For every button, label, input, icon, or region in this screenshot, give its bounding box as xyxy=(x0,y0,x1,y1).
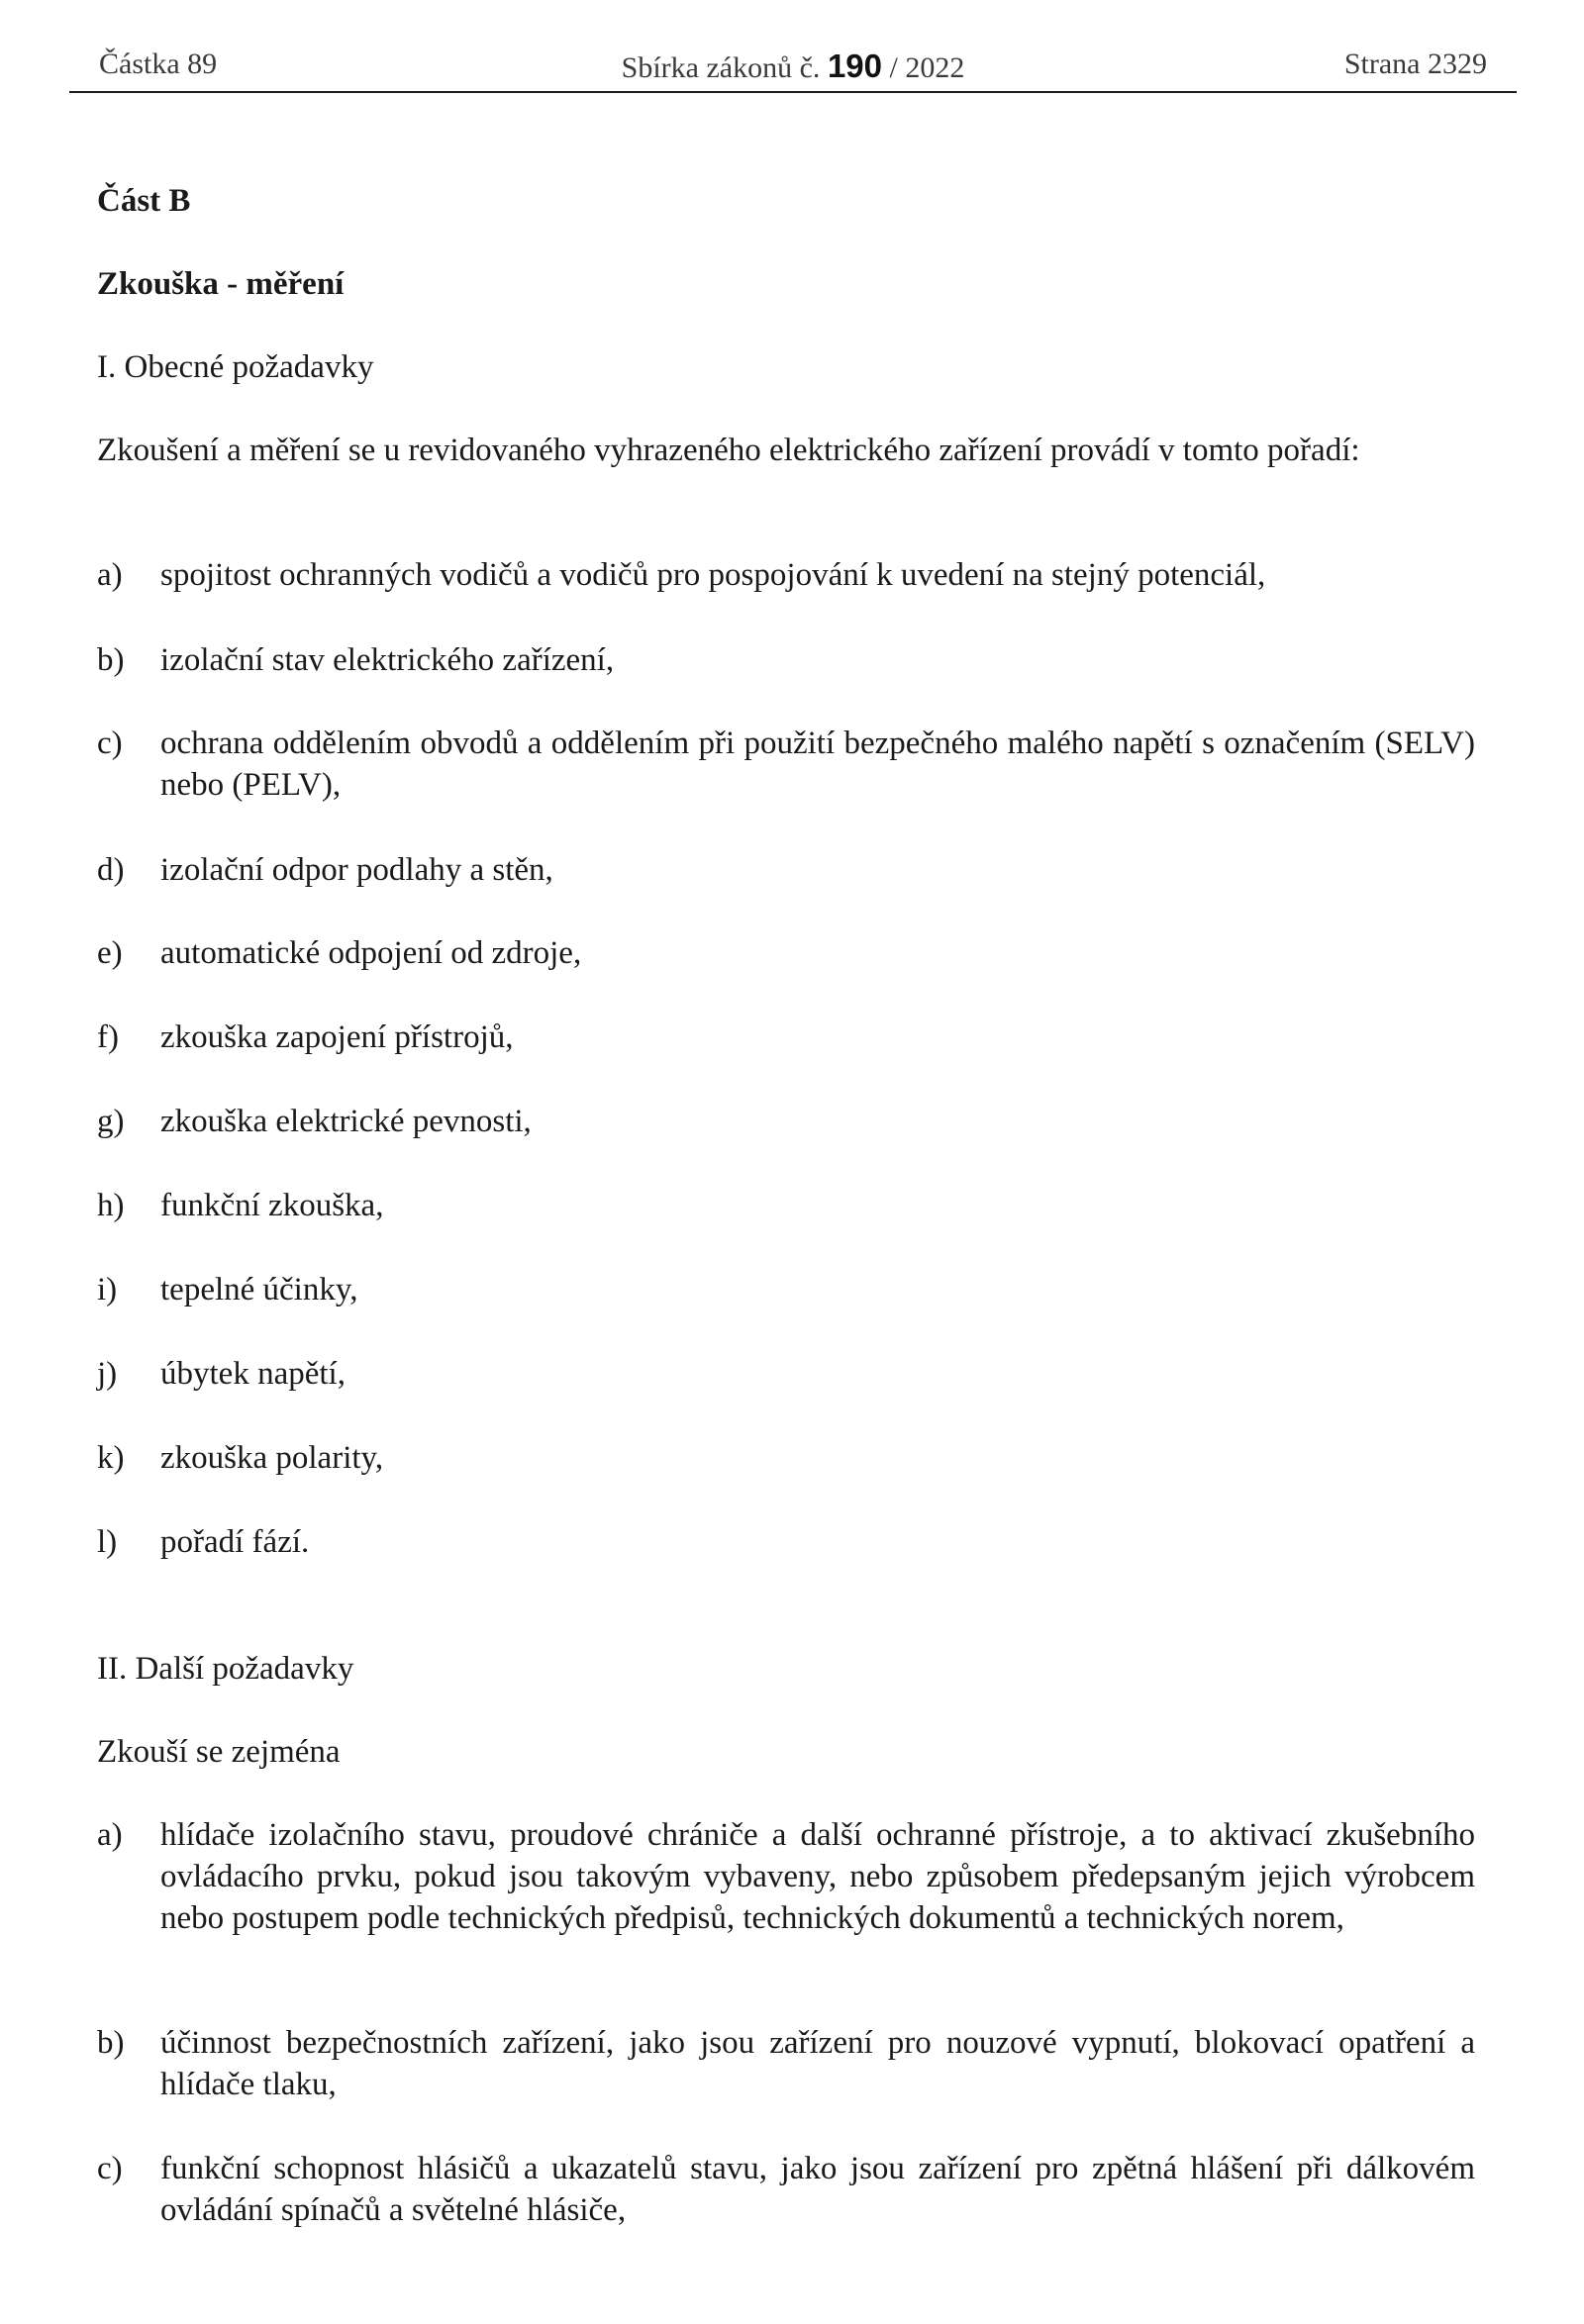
list-item xyxy=(97,2022,1475,2105)
chapter1-heading: I. Obecné požadavky xyxy=(97,349,374,385)
header-page-number: Strana 2329 xyxy=(1343,48,1487,80)
list-item-text: zkouška polarity, xyxy=(160,1440,384,1476)
list-marker: j) xyxy=(97,1356,118,1392)
page-header xyxy=(69,44,1517,93)
list-item xyxy=(97,1437,1475,1479)
list-marker: b) xyxy=(97,2025,125,2061)
chapter2-intro: Zkouší se zejména xyxy=(97,1734,341,1770)
list-marker: l) xyxy=(97,1524,118,1560)
list-marker: a) xyxy=(97,557,123,593)
list-item-text: tepelné účinky, xyxy=(160,1272,358,1307)
list-item-text: úbytek napětí, xyxy=(160,1356,346,1392)
list-item-text: spojitost ochranných vodičů a vodičů pro pospojování k uvedení na stejný potenciál, xyxy=(160,557,1266,593)
section-title: Zkouška - měření xyxy=(97,266,345,302)
list-item-text: izolační stav elektrického zařízení, xyxy=(160,642,615,678)
list-item xyxy=(97,2148,1475,2231)
list-marker: b) xyxy=(97,642,125,678)
header-collection-label: Sbírka zákonů č. xyxy=(621,51,821,84)
list-item xyxy=(97,1269,1475,1310)
list-item xyxy=(97,1185,1475,1226)
chapter2-heading: II. Další požadavky xyxy=(97,1651,354,1687)
list-marker: i) xyxy=(97,1272,118,1307)
list-item-text: funkční schopnost hlásičů a ukazatelů stavu, jako jsou zařízení pro zpětná hlášení při dálkovém ovládání spínačů a světelné hlásiče, xyxy=(160,2151,1475,2228)
list-marker: k) xyxy=(97,1440,125,1476)
list-item-text: účinnost bezpečnostních zařízení, jako jsou zařízení pro nouzové vypnutí, blokovací opatření a hlídače tlaku, xyxy=(160,2025,1475,2102)
list-item xyxy=(97,849,1475,891)
list-item-text: pořadí fází. xyxy=(160,1524,310,1560)
list-item xyxy=(97,1017,1475,1058)
list-item xyxy=(97,554,1475,596)
header-issue: Částka 89 xyxy=(99,48,218,80)
list-item-text: automatické odpojení od zdroje, xyxy=(160,935,582,971)
list-item xyxy=(97,639,1475,681)
list-item xyxy=(97,1353,1475,1395)
list-marker: g) xyxy=(97,1104,125,1139)
list-marker: c) xyxy=(97,2151,123,2186)
list-item-text: zkouška zapojení přístrojů, xyxy=(160,1019,514,1055)
list-item xyxy=(97,1521,1475,1563)
header-collection xyxy=(69,48,1517,85)
list-item-text: izolační odpor podlahy a stěn, xyxy=(160,852,553,888)
list-item-text: ochrana oddělením obvodů a oddělením při použití bezpečného malého napětí s označením (SELV) nebo (PELV), xyxy=(160,726,1475,803)
list-marker: f) xyxy=(97,1019,119,1055)
header-year: / 2022 xyxy=(889,51,965,84)
chapter1-intro: Zkoušení a měření se u revidovaného vyhrazeného elektrického zařízení provádí v tomto pořadí: xyxy=(97,433,1360,468)
list-marker: h) xyxy=(97,1188,125,1223)
list-item xyxy=(97,932,1475,974)
list-item xyxy=(97,723,1475,806)
list-marker: a) xyxy=(97,1817,123,1853)
list-item xyxy=(97,1101,1475,1142)
list-marker: d) xyxy=(97,852,125,888)
list-item-text: zkouška elektrické pevnosti, xyxy=(160,1104,532,1139)
header-law-number: 190 xyxy=(827,48,882,84)
list-marker: e) xyxy=(97,935,123,971)
part-title: Část B xyxy=(97,183,191,219)
list-item xyxy=(97,1814,1475,1939)
list-item-text: hlídače izolačního stavu, proudové chrániče a další ochranné přístroje, a to aktivací zkušebního ovládacího prvku, pokud jsou takovým vybaveny, nebo způsobem předepsaným jejich výrobcem nebo postupem podle technických předpisů, technických dokumentů a technických norem, xyxy=(160,1817,1475,1936)
list-marker: c) xyxy=(97,726,123,761)
list-item-text: funkční zkouška, xyxy=(160,1188,384,1223)
